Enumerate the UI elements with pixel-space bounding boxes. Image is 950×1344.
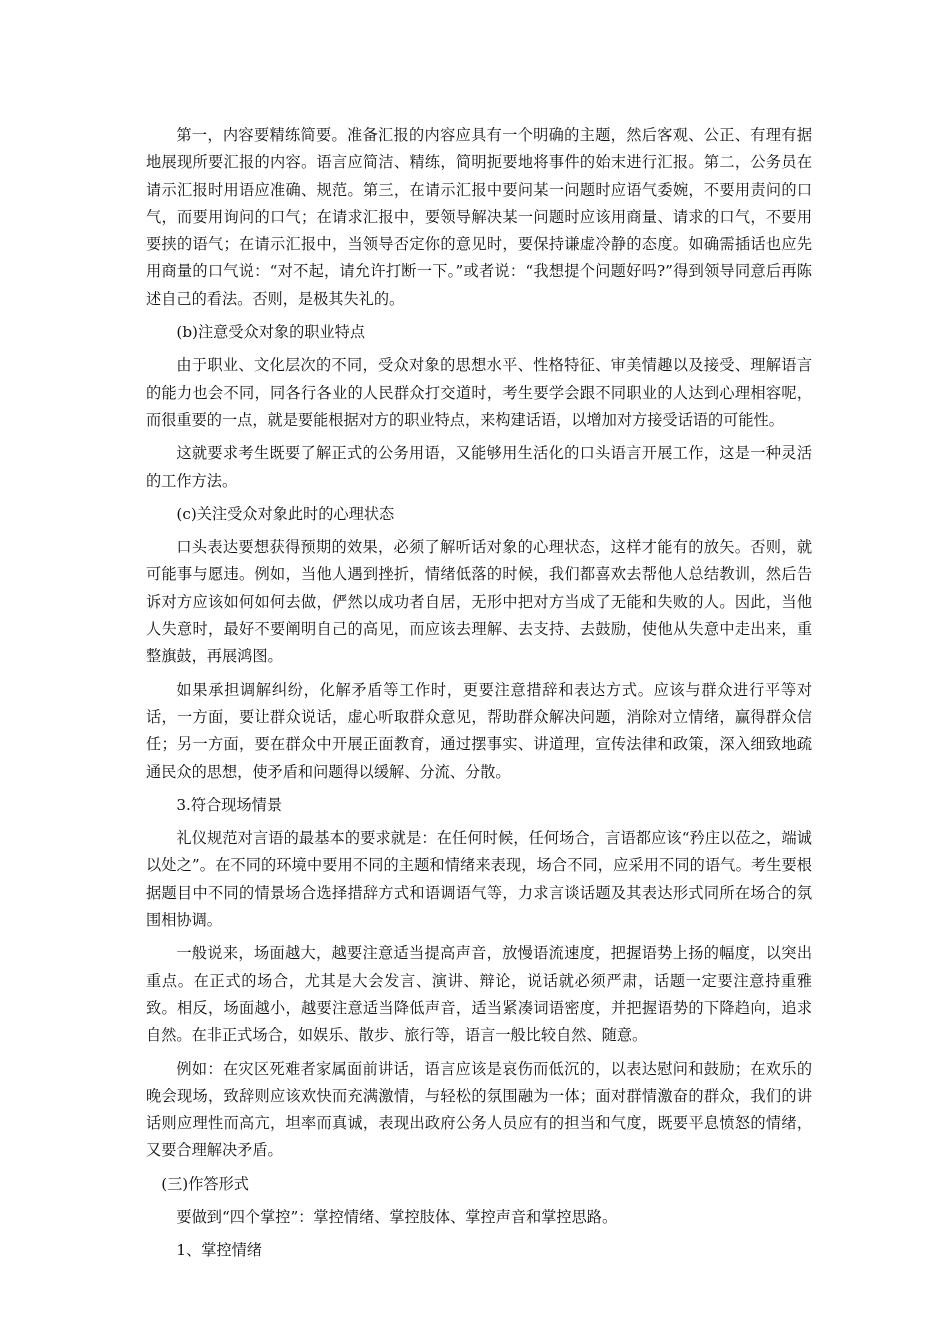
paragraph-flexible-method: 这就要求考生既要了解正式的公务用语，又能够用生活化的口头语言开展工作，这是一种灵活的工作方法。 xyxy=(146,444,812,490)
paragraph-psychological-state: 口头表达要想获得预期的效果，必须了解听话对象的心理状态，这样才能有的放矢。否则，就可能事与愿违。例如，当他人遇到挫折，情绪低落的时候，我们都喜欢去帮他人总结教训，然后告诉对方应该如何如何去做，俨然以成功者自居，无形中把对方当成了无能和失败的人。因此，当他人失意时，最好不要阐明自己的高见，而应该去理解、去支持、去鼓励，使他从失意中走出来，重整旗鼓，再展鸿图。 xyxy=(146,538,812,666)
paragraph-scene-size: 一般说来，场面越大，越要注意适当提高声音，放慢语流速度，把握语势上扬的幅度，以突出重点。在正式的场合，尤其是大会发言、演讲、辩论，说话就必须严肃，话题一定要注意持重雅致。相反，场面越小，越要注意适当降低声音，适当紧凑词语密度，并把握语势的下降趋向，追求自然。在非正式场合，如娱乐、散步、旅行等，语言一般比较自然、随意。 xyxy=(146,944,812,1045)
paragraph-dispute-mediation: 如果承担调解纠纷，化解矛盾等工作时，更要注意措辞和表达方式。应该与群众进行平等对话，一方面，要让群众说话，虚心听取群众意见，帮助群众解决问题，消除对立情绪，赢得群众信任；另一方面，要在群众中开展正面教育，通过摆事实、讲道理，宣传法律和政策，深入细致地疏通民众的思想，使矛盾和问题得以缓解、分流、分散。 xyxy=(146,680,812,781)
heading-san-answer-format: (三)作答形式 xyxy=(161,1174,249,1193)
paragraph-etiquette-norms: 礼仪规范对言语的最基本的要求就是：在任何时候，任何场合，言语都应该“矜庄以莅之，端诚以处之”。在不同的环境中要用不同的主题和情绪来表现，场合不同，应采用不同的语气。考生要根据题目中不同的情景场合选择措辞方式和语调语气等，力求言谈话题及其表达形式同所在场合的氛围相协调。 xyxy=(146,829,812,930)
heading-c-audience-mood: (c)关注受众对象此时的心理状态 xyxy=(176,504,395,523)
heading-b-audience-profession: (b)注意受众对象的职业特点 xyxy=(176,323,366,342)
paragraph-examples: 例如：在灾区死难者家属面前讲话，语言应该是哀伤而低沉的，以表达慰问和鼓励；在欢乐的晚会现场，致辞则应该欢快而充满激情，与轻松的氛围融为一体；面对群情激奋的群众，我们的讲话则应理性而高亢，坦率而真诚，表现出政府公务人员应有的担当和气度，既要平息愤怒的情绪，又要合理解决矛盾。 xyxy=(146,1059,812,1160)
document-page xyxy=(146,122,812,1265)
heading-1-control-emotion: 1、掌控情绪 xyxy=(176,1241,262,1260)
heading-3-fit-scene: 3.符合现场情景 xyxy=(176,795,283,814)
paragraph-report-requirements: 第一，内容要精练简要。准备汇报的内容应具有一个明确的主题，然后客观、公正、有理有据地展现所要汇报的内容。语言应简洁、精练，简明扼要地将事件的始末进行汇报。第二，公务员在请示汇报时用语应准确、规范。第三，在请示汇报中要问某一问题时应语气委婉，不要用责问的口气，而要用询问的口气；在请求汇报中，要领导解决某一问题时应该用商量、请求的口气，不要用要挟的语气；在请示汇报中，当领导否定你的意见时，要保持谦虚冷静的态度。如确需插话也应先用商量的口气说：“对不起，请允许打断一下。”或者说：“我想提个问题好吗?”得到领导同意后再陈述自己的看法。否则，是极其失礼的。 xyxy=(146,126,812,308)
paragraph-profession-differences: 由于职业、文化层次的不同，受众对象的思想水平、性格特征、审美情趣以及接受、理解语言的能力也会不同，同各行各业的人民群众打交道时，考生要学会跟不同职业的人达到心理相容呢，而很重要的一点，就是要能根据对方的职业特点，来构建话语，以增加对方接受话语的可能性。 xyxy=(146,356,812,429)
paragraph-four-controls: 要做到“四个掌控”：掌控情绪、掌控肢体、掌控声音和掌控思路。 xyxy=(176,1207,618,1226)
